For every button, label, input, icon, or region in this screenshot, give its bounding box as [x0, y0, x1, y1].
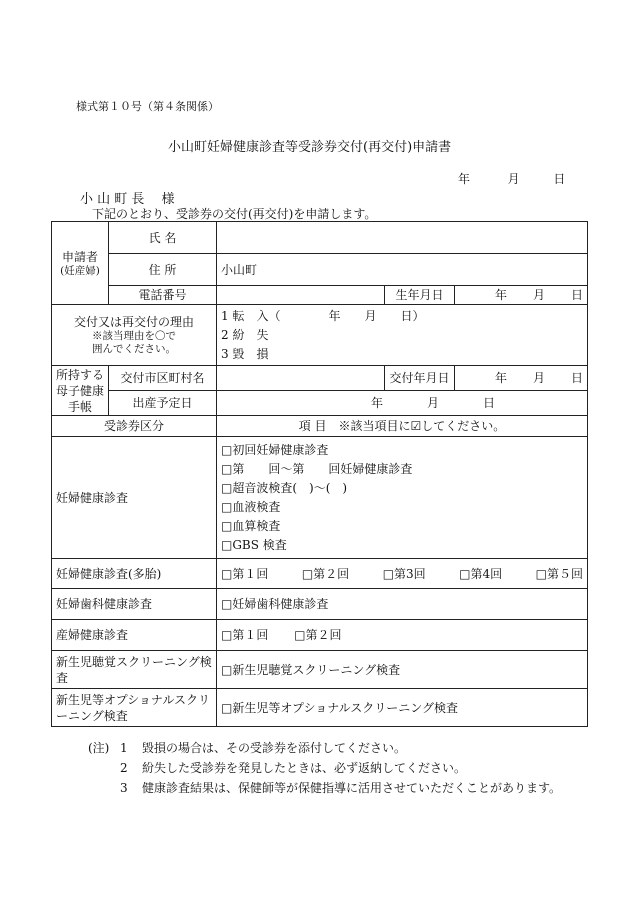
phone-field[interactable] [217, 286, 385, 305]
address-field[interactable]: 小山町 [217, 254, 588, 286]
hearing-screening-label: 新生児聴覚スクリーニング検査 [52, 651, 217, 689]
checkbox-postpartum-2[interactable]: □第２回 [294, 628, 342, 642]
phone-label: 電話番号 [109, 286, 217, 305]
prenatal-checkup-label: 妊婦健康診査 [52, 437, 217, 559]
note-number: 1 [120, 741, 128, 755]
name-label: 氏 名 [109, 222, 217, 254]
application-form-table [51, 221, 588, 727]
address-label: 住 所 [109, 254, 217, 286]
checkbox-gbs-test[interactable]: □GBS 検査 [221, 537, 287, 552]
notes-label: (注) [88, 741, 110, 755]
birth-label: 生年月日 [385, 286, 455, 305]
postpartum-checkup-label: 産婦健康診査 [52, 620, 217, 651]
checkbox-dental[interactable]: □妊婦歯科健康診査 [217, 589, 588, 620]
addressee: 小 山 町 長 様 [80, 192, 175, 207]
ticket-category-header: 受診券区分 [52, 416, 217, 437]
applicant-group-label: 申請者 (妊産婦) [52, 222, 109, 305]
date-day: 日 [553, 172, 566, 186]
checkbox-blood-count[interactable]: □血算検査 [221, 518, 281, 533]
checkbox-multiple-5[interactable]: □第５回 [535, 566, 583, 581]
notes-section [88, 738, 562, 798]
note-text: 健康診査結果は、保健師等が保健指導に活用させていただくことがあります。 [142, 781, 562, 795]
municipality-field[interactable] [217, 366, 385, 391]
reason-transfer-option[interactable]: 1 転 入（ 年 月 日） [221, 308, 425, 323]
checkbox-multiple-4[interactable]: □第4回 [459, 566, 503, 581]
checkbox-multiple-3[interactable]: □第3回 [382, 566, 426, 581]
optional-screening-label: 新生児等オプショナルスクリーニング検査 [52, 689, 217, 727]
form-number: 様式第１０号（第４条関係） [76, 100, 219, 113]
note-text: 紛失した受診券を発見したときは、必ず返納してください。 [142, 761, 467, 775]
intro-text: 下記のとおり、受診券の交付(再交付)を申請します。 [92, 207, 377, 221]
checkbox-optional-screening[interactable]: □新生児等オプショナルスクリーニング検査 [217, 689, 588, 727]
note-text: 毀損の場合は、その受診券を添付してください。 [142, 741, 407, 755]
page-title: 小山町妊婦健康診査等受診券交付(再交付)申請書 [168, 140, 452, 155]
note-number: 2 [120, 761, 128, 775]
municipality-label: 交付市区町村名 [109, 366, 217, 391]
issue-date-field[interactable]: 年 月 日 [455, 366, 588, 391]
checkbox-first-checkup[interactable]: □初回妊婦健康診査 [221, 442, 329, 457]
reason-lost-option[interactable]: 2 紛 失 [221, 327, 269, 342]
date-month: 月 [507, 172, 520, 186]
dental-checkup-label: 妊婦歯科健康診査 [52, 589, 217, 620]
birth-date-field[interactable]: 年 月 日 [455, 286, 588, 305]
reason-label: 交付又は再交付の理由 ※該当理由を〇で 囲んでください。 [52, 305, 217, 366]
checkbox-ultrasound[interactable]: □超音波検査( )～( ) [221, 480, 348, 495]
issue-date-label: 交付年月日 [385, 366, 455, 391]
date-year: 年 [458, 172, 471, 186]
reason-damaged-option[interactable]: 3 毀 損 [221, 346, 269, 361]
due-date-label: 出産予定日 [109, 391, 217, 416]
multiple-checkup-items [217, 559, 588, 589]
prenatal-checkup-items [217, 437, 588, 559]
checkbox-blood-test[interactable]: □血液検査 [221, 499, 281, 514]
reason-options[interactable] [217, 305, 588, 366]
handbook-label: 所持する母子健康手帳 [52, 366, 109, 416]
checkbox-hearing-screening[interactable]: □新生児聴覚スクリーニング検査 [217, 651, 588, 689]
checkbox-multiple-2[interactable]: □第２回 [301, 566, 350, 581]
checkbox-postpartum-1[interactable]: □第１回 [221, 628, 269, 642]
application-date[interactable] [458, 170, 566, 187]
note-number: 3 [120, 781, 128, 795]
ticket-item-header: 項 目 ※該当項目に☑してください。 [217, 416, 588, 437]
postpartum-checkup-items [217, 620, 588, 651]
due-date-field[interactable]: 年 月 日 [217, 391, 588, 416]
checkbox-checkup-range[interactable]: □第 回～第 回妊婦健康診査 [221, 461, 413, 476]
multiple-checkup-label: 妊婦健康診査(多胎) [52, 559, 217, 589]
checkbox-multiple-1[interactable]: □第１回 [221, 566, 269, 581]
name-field[interactable] [217, 222, 588, 254]
